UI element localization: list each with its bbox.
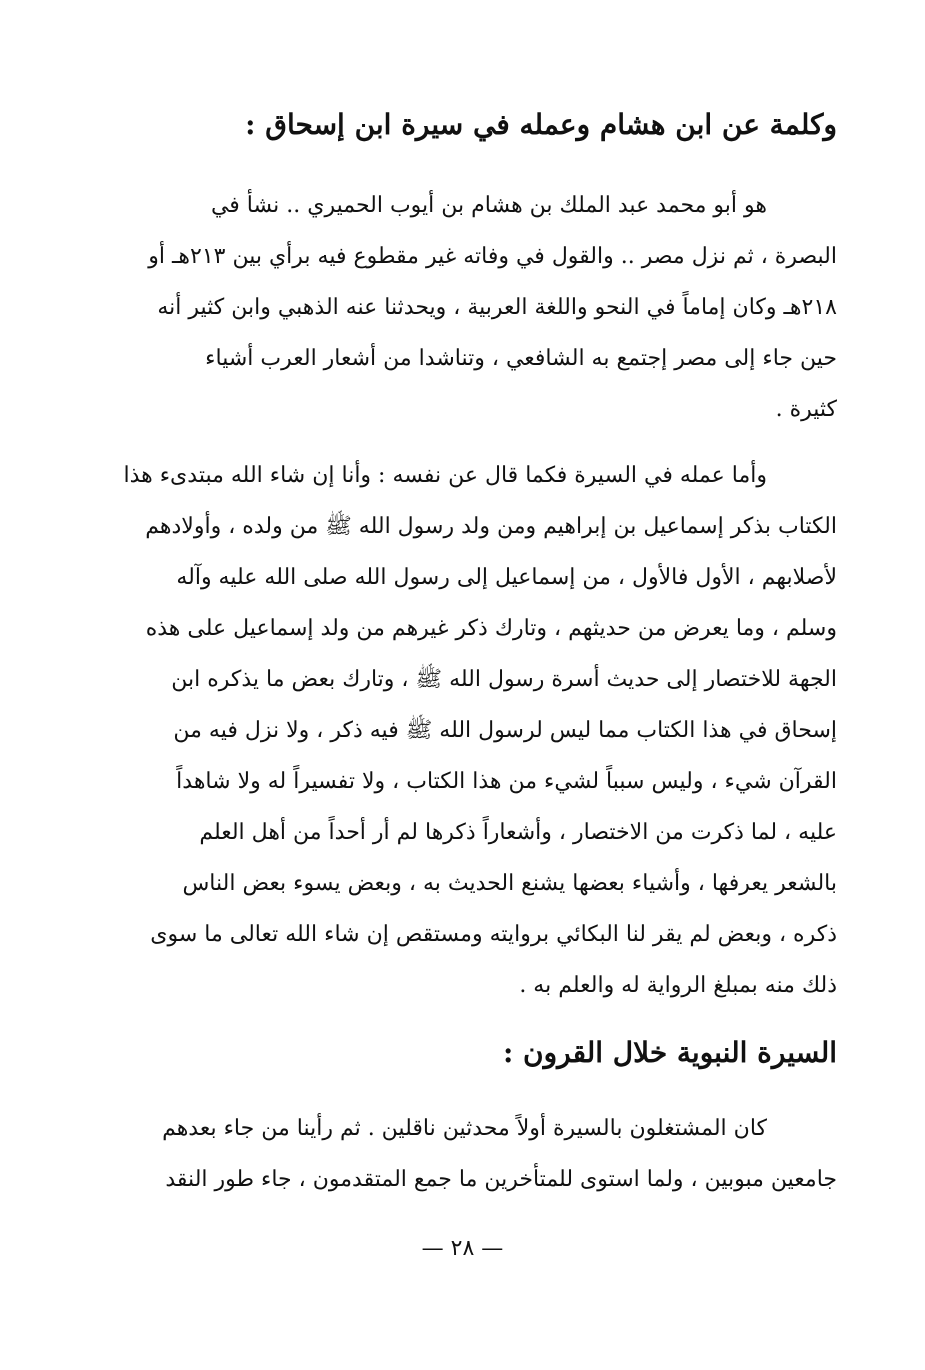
text-line: هو أبو محمد عبد الملك بن هشام بن أيوب الحميري .. نشأ في xyxy=(210,193,767,218)
paragraph-lines xyxy=(95,1103,837,1205)
text-line: وأما عمله في السيرة فكما قال عن نفسه : وأنا إن شاء الله مبتدىء هذا xyxy=(123,463,767,488)
paragraph-lines xyxy=(95,450,837,1011)
text-line: ذلك منه بمبلغ الرواية له والعلم به . xyxy=(519,973,837,998)
section-heading-ibn-hisham: وكلمة عن ابن هشام وعمله في سيرة ابن إسحاق : xyxy=(245,108,837,141)
text-line: جامعين مبوبين ، ولما استوى للمتأخرين ما جمع المتقدمون ، جاء طور النقد xyxy=(165,1167,837,1192)
text-line: ذكره ، وبعض لم يقر لنا البكائي بروايته ومستقص إن شاء الله تعالى ما سوى xyxy=(150,922,837,947)
text-line: إسحاق في هذا الكتاب مما ليس لرسول الله ﷺ فيه ذكر ، ولا نزل فيه من xyxy=(173,718,837,743)
text-line: كثيرة . xyxy=(775,397,837,422)
text-line: عليه ، لما ذكرت من الاختصار ، وأشعاراً ذكرها لم أر أحداً من أهل العلم xyxy=(199,820,837,845)
text-line: الكتاب بذكر إسماعيل بن إبراهيم ومن ولد رسول الله ﷺ من ولده ، وأولادهم xyxy=(145,514,837,539)
text-line: كان المشتغلون بالسيرة أولاً محدثين ناقلين . ثم رأينا من جاء بعدهم xyxy=(162,1116,767,1141)
text-line: الجهة للاختصار إلى حديث أسرة رسول الله ﷺ ، وتارك بعض ما يذكره ابن xyxy=(171,667,837,692)
paragraph-his-work xyxy=(95,450,837,1011)
text-line: البصرة ، ثم نزل مصر .. والقول في وفاته غير مقطوع فيه برأي بين ٢١٣هـ أو xyxy=(148,244,837,269)
paragraph-lines xyxy=(95,180,837,435)
page-number: — ٢٨ — xyxy=(421,1236,504,1261)
text-line: ٢١٨هـ وكان إماماً في النحو واللغة العربية ، ويحدثنا عنه الذهبي وابن كثير أنه xyxy=(157,295,837,320)
text-line: حين جاء إلى مصر إجتمع به الشافعي ، وتناشدا من أشعار العرب أشياء xyxy=(205,346,837,371)
text-line: لأصلابهم ، الأول فالأول ، من إسماعيل إلى رسول الله صلى الله عليه وآله xyxy=(176,565,837,590)
text-line: القرآن شيء ، وليس سبباً لشيء من هذا الكتاب ، ولا تفسيراً له ولا شاهداً xyxy=(176,769,837,794)
paragraph-biography xyxy=(95,180,837,435)
section-heading-sira-through-centuries: السيرة النبوية خلال القرون : xyxy=(502,1036,837,1069)
text-line: بالشعر يعرفها ، وأشياء بعضها يشنع الحديث به ، وبعض يسوء بعض الناس xyxy=(182,871,837,896)
paragraph-sira-scholars xyxy=(95,1103,837,1205)
text-line: وسلم ، وما يعرض من حديثهم ، وتارك ذكر غيرهم من ولد إسماعيل على هذه xyxy=(145,616,837,641)
